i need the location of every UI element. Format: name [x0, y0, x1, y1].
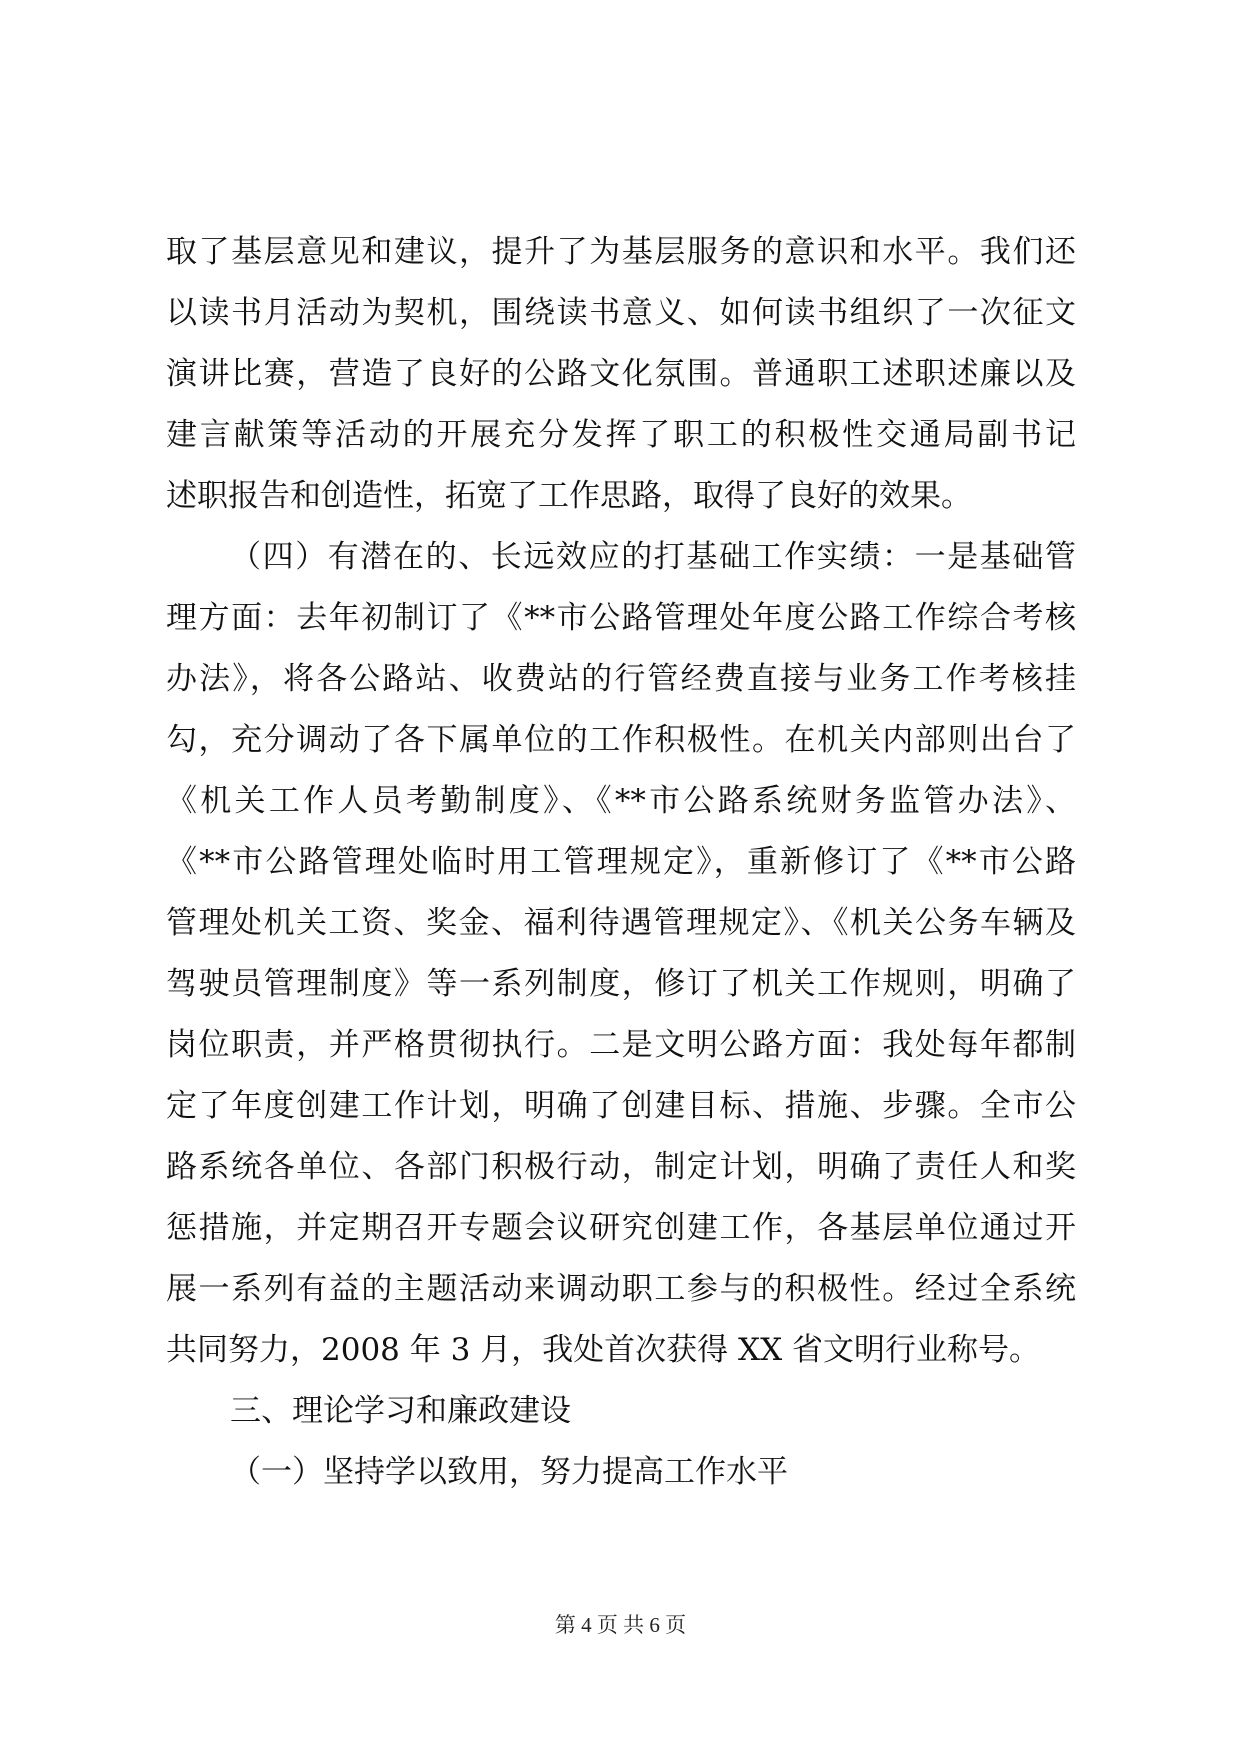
text-line-13: 驾驶员管理制度》等一系列制度，修订了机关工作规则，明确了 [166, 966, 1076, 1002]
text-line-14: 岗位职责，并严格贯彻执行。二是文明公路方面：我处每年都制 [166, 1027, 1076, 1063]
text-line-1: 取了基层意见和建议，提升了为基层服务的意识和水平。我们还 [166, 234, 1076, 270]
text-line-10: 《机关工作人员考勤制度》、《**市公路系统财务监管办法》、 [166, 783, 1076, 819]
text-line-6: （四）有潜在的、长远效应的打基础工作实绩：一是基础管 [230, 539, 1076, 575]
text-line-12: 管理处机关工资、奖金、福利待遇管理规定》、《机关公务车辆及 [166, 905, 1076, 941]
text-line-2: 以读书月活动为契机，围绕读书意义、如何读书组织了一次征文 [166, 295, 1076, 331]
text-line-8: 办法》，将各公路站、收费站的行管经费直接与业务工作考核挂 [166, 661, 1076, 697]
subsection-heading: （一）坚持学以致用，努力提高工作水平 [230, 1454, 788, 1490]
text-line-15: 定了年度创建工作计划，明确了创建目标、措施、步骤。全市公 [166, 1088, 1076, 1124]
text-line-11: 《**市公路管理处临时用工管理规定》，重新修订了《**市公路 [166, 844, 1076, 880]
page-number-footer: 第 4 页 共 6 页 [554, 1613, 687, 1637]
section-heading: 三、理论学习和廉政建设 [230, 1393, 571, 1429]
text-line-9: 勾，充分调动了各下属单位的工作积极性。在机关内部则出台了 [166, 722, 1076, 758]
text-line-19: 共同努力，2008 年 3 月，我处首次获得 XX 省文明行业称号。 [166, 1332, 1041, 1368]
text-line-4: 建言献策等活动的开展充分发挥了职工的积极性交通局副书记 [166, 417, 1076, 453]
text-line-5: 述职报告和创造性，拓宽了工作思路，取得了良好的效果。 [166, 478, 972, 514]
text-line-3: 演讲比赛，营造了良好的公路文化氛围。普通职工述职述廉以及 [166, 356, 1076, 392]
text-line-7: 理方面：去年初制订了《**市公路管理处年度公路工作综合考核 [166, 600, 1076, 636]
text-line-18: 展一系列有益的主题活动来调动职工参与的积极性。经过全系统 [166, 1271, 1076, 1307]
document-body [166, 222, 1076, 1503]
text-line-16: 路系统各单位、各部门积极行动，制定计划，明确了责任人和奖 [166, 1149, 1076, 1185]
text-line-17: 惩措施，并定期召开专题会议研究创建工作，各基层单位通过开 [166, 1210, 1076, 1246]
